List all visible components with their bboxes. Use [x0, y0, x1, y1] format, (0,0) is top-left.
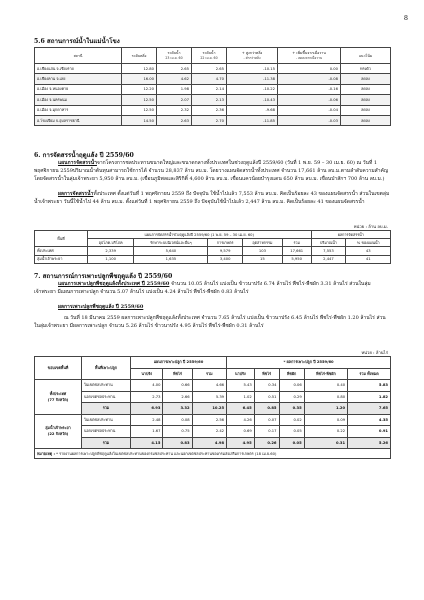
col-station: สถานี — [35, 48, 122, 64]
planting-unit: หน่วย : ล้านไร่ — [361, 350, 388, 355]
group-chao-phraya: ลุ่มน้ำเจ้าพระยา (22 จังหวัด) — [35, 414, 82, 449]
col-level-today: ระดับน้ำ 23 เม.ย. 60 — [157, 48, 192, 64]
table-row: ทั้งประเทศ 2,339 5,640 9,579 103 17,661 7,553 43 — [35, 247, 391, 255]
allocation-table: พื้นที่ แผนการจัดสรรน้ำช่วงฤดูแล้งปี 2559/60 (1 พ.ย. 59 – 30 เม.ย. 60) ผลการจัดสรรน้ำ อุปโภค-บริโภค รักษาระบบนิเวศน์และอื่นๆ การเกษตร อุตสาหกรรม รวม ปริมาณน้ำ % ของแผนน้ำ ทั้งประเทศ 2,339 5,640 9,579 103 17,661 7,553 43 ลุ่มน้ำเจ้าพระยา 1,100 1,635 3,400 15 5,950 2,447 41 — [34, 230, 391, 264]
planting-plan-paragraph: แผนการเพาะปลูกพืชฤดูแล้งทั้งประเทศ ปี 2559/60 จำนวน 10.05 ล้านไร่ แบ่งเป็น ข้าวนาปรัง 6.74 ล้านไร่ พืชไร่-พืชผัก 3.31 ล้านไร่ ส่วนในลุ่มเจ้าพระยา มีแผนการเพาะปลูก จำนวน 5.07 ล้านไร่ แบ่งเป็น 4.24 ล้านไร่ พืชไร่-พืชผัก 0.83 ล้านไร่ — [34, 281, 371, 295]
col-plan: แผนการเพาะปลูก ปี 2559/60 — [131, 357, 227, 369]
table-row: ลุ่มน้ำเจ้าพระยา (22 จังหวัด) ในเขตชลประทาน 2.48 0.08 2.56 4.26 0.07 0.02 0.09 4.35 — [35, 414, 391, 426]
table-row: อ.เชียงแสน จ.เชียงราย 12.80 2.65 2.65 -10.15 0.00 ทรงตัว — [35, 64, 391, 74]
planting-result-paragraph: ณ วันที่ 18 มีนาคม 2559 ผลการเพาะปลูกพืชฤดูแล้งทั้งประเทศ จำนวน 7.65 ล้านไร่ แบ่งเป็น ข้าวนาปรัง 6.45 ล้านไร่ พืชไร่-พืชผัก 1.20 ล้านไร่ ส่วนในลุ่มเจ้าพระยา มีผลการเพาะปลูก จำนวน 5.26 ล้านไร่ ข้าวนาปรัง 4.95 ล้านไร่ พืชไร่-พืชผัก 0.31 ล้านไร่ — [34, 315, 386, 329]
page-number: 8 — [403, 14, 408, 22]
section-6-title: 6. การจัดสรรน้ำฤดูแล้ง ปี 2559/60 — [34, 152, 134, 159]
allocation-plan-paragraph: แผนการจัดสรรน้ำจากโครงการชลประทานขนาดใหญ่และขนาดกลางทั้งประเทศในช่วงฤดูแล้งปี 2559/60 (วันที่ 1 พ.ย. 59 – 30 เม.ย. 60) ณ วันที่ 1 พฤศจิกายน 2559ปริมาณน้ำต้นทุนสามารถใช้การได้ จำนวน 28,837 ล้าน ลบ.ม. โดยวางแผนจัดสรรน้ำทั้งประเทศ จำนวน 17,661 ล้าน ลบ.ม.ตามลำดับความสำคัญ โดยจัดสรรน้ำในลุ่มเจ้าพระยา 5,950 ล้าน ลบ.ม. (เขื่อนภูมิพลและสิริกิติ์ 4,600 ล้าน ลบ.ม. เขื่อนแควน้อยบำรุงแดน 650 ล้าน ลบ.ม. เขื่อนป่าสักฯ 700 ล้าน ลบ.ม.) — [34, 160, 389, 182]
group-nationwide: ทั้งประเทศ (77 จังหวัด) — [35, 380, 82, 415]
col-area: พื้นที่ — [35, 231, 88, 247]
col-trend: แนวโน้ม — [341, 48, 391, 64]
col-diff-bank: + สูงกว่าตลิ่ง - ต่ำกว่าตลิ่ง — [227, 48, 278, 64]
table-row-total: รวม 6.93 3.32 10.25 6.45 0.85 0.35 1.20 7.65 — [35, 403, 391, 415]
col-plan: แผนการจัดสรรน้ำช่วงฤดูแล้งปี 2559/60 (1 พ.ย. 59 – 30 เม.ย. 60) — [88, 231, 312, 239]
table-row: อ.เมือง จ.หนองคาย 12.20 1.98 2.14 -10.22 -0.16 ลดลง — [35, 84, 391, 94]
table-row: อ.โขงเจียม จ.อุบลราชธานี 14.50 2.63 2.70 -11.85 -0.03 ลดลง — [35, 115, 391, 125]
table-row: นอกเขตชลประทาน 1.67 0.75 2.42 0.69 0.17 0.05 0.22 0.91 — [35, 426, 391, 438]
col-level-yesterday: ระดับน้ำ 22 เม.ย. 60 — [192, 48, 227, 64]
col-planting-area: พื้นที่เพาะปลูก — [82, 357, 131, 380]
planting-result-heading: ผลการเพาะปลูกพืชฤดูแล้ง ปี 2559/60 — [58, 304, 144, 310]
table-row: อ.เชียงคาน จ.เลย 16.00 4.62 4.70 -11.38 -0.08 ลดลง — [35, 74, 391, 84]
planting-table: ขอบเขตพื้นที่ พื้นที่เพาะปลูก แผนการเพาะปลูก ปี 2559/60 * ผลการเพาะปลูก ปี 2559/60 นาปรัง พืชไร่ รวม นาปรัง พืชไร่ พืชผัก พืชไร่-พืชผัก รวม ทั้งหมด ทั้งประเทศ (77 จังหวัด) ในเขตชลประทาน 4.00 0.66 4.66 5.43 0.34 0.06 0.40 5.83 นอกเขตชลประทาน 2.73 2.66 5.39 1.02 0.51 0.29 0.80 1.82 รวม 6.93 3.32 10.25 6.45 0.85 0.35 1.20 7.65 ลุ่มน้ำเจ้าพระยา (22 จังหวัด) ในเขตชลประทาน 2.48 0.08 2.56 4.26 0.07 0.02 0.09 4.35 นอกเขตชลประทาน 1.67 0.75 2.42 0.69 0.17 0.05 0.22 0.91 รวม 4.15 0.83 4.98 4.95 0.26 0.05 0.31 5.26 หมายเหตุ : * รายงานผลการเพาะปลูกพืชฤดูแล้งในเขตชลประทานของกรมชลประทาน และนอกเขตชลประทานของกรมส่งเสริมการเกษตร (18 เม.ย.60) — [34, 356, 391, 459]
table-note-row: หมายเหตุ : * รายงานผลการเพาะปลูกพืชฤดูแล้งในเขตชลประทานของกรมชลประทาน และนอกเขตชลประทานของกรมส่งเสริมการเกษตร (18 เม.ย.60) — [35, 449, 391, 459]
allocation-result-paragraph: ผลการจัดสรรน้ำทั้งประเทศ ตั้งแต่วันที่ 1 พฤศจิกายน 2559 ถึง ปัจจุบัน ใช้น้ำไปแล้ว 7,553 ล้าน ลบ.ม. คิดเป็นร้อยละ 43 ของแผนจัดสรรน้ำ ส่วนในเขตลุ่มน้ำเจ้าพระยา วันนี้ใช้น้ำไป 44 ล้าน ลบ.ม. ตั้งแต่วันที่ 1 พฤศจิกายน 2559 ถึง ปัจจุบันใช้น้ำไปแล้ว 2,447 ล้าน ลบ.ม. คิดเป็นร้อยละ 41 ของแผนจัดสรรน้ำ — [34, 191, 390, 205]
col-change: + เพิ่มขึ้นจากเมื่อวาน - ลดลงจากเมื่อวาน — [278, 48, 341, 64]
col-result: ผลการจัดสรรน้ำ — [311, 231, 391, 239]
table-row-total: รวม 4.15 0.83 4.98 4.95 0.26 0.05 0.31 5.26 — [35, 437, 391, 449]
col-scope: ขอบเขตพื้นที่ — [35, 357, 82, 380]
table-row: ลุ่มน้ำเจ้าพระยา 1,100 1,635 3,400 15 5,950 2,447 41 — [35, 255, 391, 263]
col-bank: ระดับตลิ่ง — [122, 48, 157, 64]
mekong-table — [34, 47, 391, 126]
table-row: นอกเขตชลประทาน 2.73 2.66 5.39 1.02 0.51 0.29 0.80 1.82 — [35, 391, 391, 403]
table-row: อ.เมือง จ.นครพนม 12.50 2.07 2.13 -10.43 -0.06 ลดลง — [35, 95, 391, 105]
section-5-6-title: 5.6 สถานการณ์น้ำในแม่น้ำโขง — [34, 38, 120, 45]
table-row: ทั้งประเทศ (77 จังหวัด) ในเขตชลประทาน 4.00 0.66 4.66 5.43 0.34 0.06 0.40 5.83 — [35, 380, 391, 392]
col-result: * ผลการเพาะปลูก ปี 2559/60 — [227, 357, 391, 369]
table-row: อ.เมือง จ.มุกดาหาร 12.50 2.32 2.36 -9.68 -0.04 ลดลง — [35, 105, 391, 115]
section-7-title: 7. สถานการณ์การเพาะปลูกพืชฤดูแล้ง ปี 2559/60 — [34, 273, 173, 280]
allocation-unit: หน่วย : ล้าน ลบ.ม. — [353, 224, 388, 229]
